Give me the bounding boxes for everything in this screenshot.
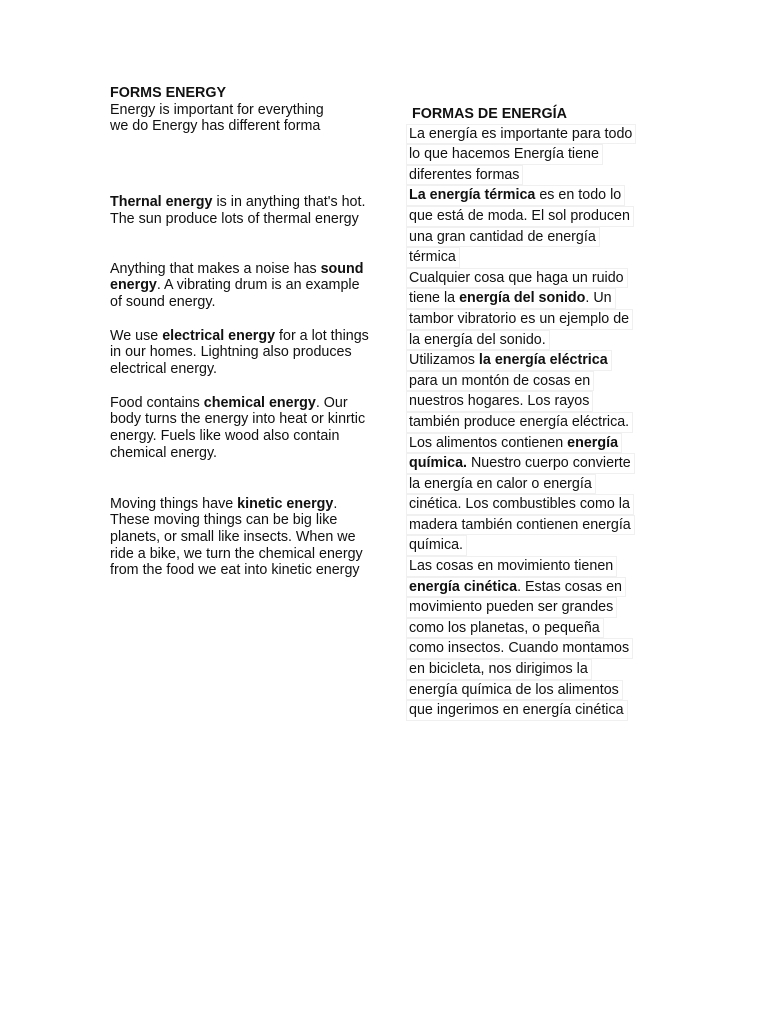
intro-line-1: Energy is important for everything [110, 101, 324, 118]
chemical-text-before: Food contains [110, 394, 204, 411]
line-text: tiene la [409, 290, 460, 307]
english-title: FORMS ENERGY [110, 85, 226, 101]
text-line [406, 185, 625, 206]
thermal-text: is in anything that's hot. The sun produce lots of thermal energy [110, 194, 366, 227]
intro-line-2: we do Energy has different forma [110, 118, 321, 135]
chemical-paragraph [110, 395, 372, 462]
thermal-paragraph [110, 194, 372, 227]
text-line: una gran cantidad de energía [406, 227, 600, 248]
text-line: como los planetas, o pequeña [406, 618, 604, 639]
spanish-column [406, 105, 664, 721]
text-line [406, 453, 635, 474]
text-line: como insectos. Cuando montamos [406, 638, 633, 659]
kinetic-term: kinetic energy [237, 495, 334, 512]
text-line: cinética. Los combustibles como la [406, 494, 634, 515]
sound-text-after: . A vibrating drum is an example of sound energy. [110, 277, 360, 310]
electrical-text-after: for a lot things in our homes. Lightning also produces electrical energy. [110, 327, 369, 378]
electrical-paragraph [110, 328, 372, 378]
thermal-term-es: La energía térmica [409, 187, 536, 204]
electrical-text-before: We use [110, 327, 163, 344]
english-column [110, 85, 372, 579]
line-text: . Un [585, 290, 612, 307]
text-line: que está de moda. El sol producen [406, 206, 634, 227]
text-line: que ingerimos en energía cinética [406, 700, 628, 721]
sound-term: sound energy [110, 260, 364, 294]
text-line: lo que hacemos Energía tiene [406, 144, 603, 165]
text-line: para un montón de cosas en [406, 371, 594, 392]
text-line: en bicicleta, nos dirigimos la [406, 659, 592, 680]
chemical-text-after: . Our body turns the energy into heat or kinrtic energy. Fuels like wood also contain chemical energy. [110, 394, 366, 461]
text-line: Las cosas en movimiento tienen [406, 556, 617, 577]
electrical-term-es: la energía eléctrica [478, 352, 608, 369]
line-text: Utilizamos [409, 352, 479, 369]
kinetic-text-before: Moving things have [110, 495, 238, 512]
text-line: Cualquier cosa que haga un ruido [406, 268, 628, 289]
spanish-text [406, 124, 664, 721]
text-line: madera también contienen energía [406, 515, 635, 536]
sound-paragraph [110, 261, 372, 311]
text-line: la energía en calor o energía [406, 474, 596, 495]
text-line: química. [406, 535, 467, 556]
kinetic-text-after: . These moving things can be big like planets, or small like insects. When we ride a bike, we turn the chemical energy from the food we eat into kinetic energy [110, 495, 363, 579]
text-line: energía química de los alimentos [406, 680, 623, 701]
chemical-term-es-part1: energía [567, 434, 619, 451]
sound-text-before: Anything that makes a noise has [110, 260, 321, 277]
text-line [406, 433, 622, 454]
electrical-term: electrical energy [162, 327, 276, 344]
text-line: la energía del sonido. [406, 330, 550, 351]
line-text: es en todo lo [535, 187, 622, 204]
thermal-term: Thernal energy [110, 194, 213, 211]
kinetic-term-es: energía cinética [409, 578, 518, 595]
line-text: Nuestro cuerpo convierte [467, 455, 631, 472]
spanish-title: FORMAS DE ENERGÍA [412, 106, 567, 122]
line-text: Los alimentos contienen [409, 434, 568, 451]
chemical-term-es-part2: química. [409, 455, 467, 472]
text-line [406, 350, 612, 371]
text-line [406, 577, 626, 598]
text-line: nuestros hogares. Los rayos [406, 391, 593, 412]
text-line: también produce energía eléctrica. [406, 412, 633, 433]
text-line: La energía es importante para todo [406, 124, 636, 145]
text-line: movimiento pueden ser grandes [406, 597, 617, 618]
kinetic-paragraph [110, 496, 372, 580]
chemical-term: chemical energy [203, 394, 316, 411]
text-line: tambor vibratorio es un ejemplo de [406, 309, 633, 330]
sound-term-es: energía del sonido [459, 290, 586, 307]
line-text: . Estas cosas en [517, 578, 622, 595]
text-line [406, 288, 616, 309]
text-line: térmica [406, 247, 460, 268]
text-line: diferentes formas [406, 165, 523, 186]
english-intro [110, 102, 372, 135]
